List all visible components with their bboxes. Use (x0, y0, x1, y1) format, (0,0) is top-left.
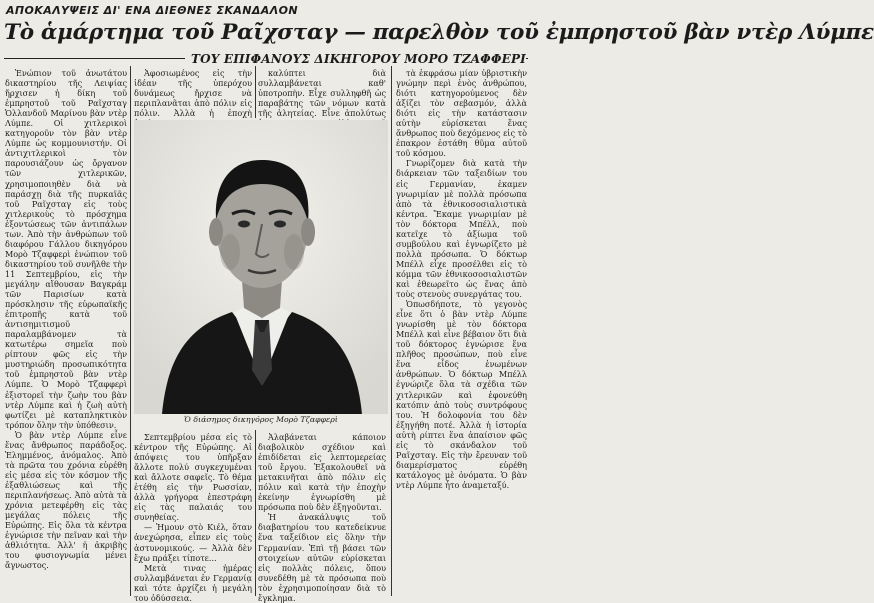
headline: Τὸ ἁμάρτημα τοῦ Ραῖχσταγ — παρελθὸν τοῦ ἐμπρηστοῦ βὰν ντὲρ Λύμπε (4, 20, 874, 45)
article-column-2-bottom (134, 432, 252, 603)
column-divider (391, 66, 392, 596)
photo-caption: Ὁ διάσημος δικηγόρος Μορὸ Τζαφφερὶ (184, 415, 338, 424)
column-divider (255, 430, 256, 596)
paragraph: Ὁ βὰν ντὲρ Λύμπε εἶνε ἕνας ἄνθρωπος παράδοξος. Ἐλημμένος, ἀνόμαλος. Ἀπὸ τὰ πρῶτα του χρόνια εὑρέθη εἰς μέσα εἰς τὸν κόσμον τῆς ἐξαθλιώσεως καὶ τῆς περιπλανήσεως. Ἀπὸ αὐτὰ τὰ χρόνια μετεφέρθη εἰς τὰς μεγάλας πόλεις τῆς Εὐρώπης. Εἰς ὅλα τὰ κέντρα ἐγνώρισε τὴν πεῖναν καὶ τὴν ἀθλιότητα. Ἀλλ' ἡ ἀκριβὴς του φυσιογνωμία μένει ἄγνωστος. (5, 429, 127, 571)
paragraph: Ἡ ἀνακάλυψις τοῦ διαβατηρίου του κατεδείκνυε ἕνα ταξείδιον εἰς ὅλην τὴν Γερμανίαν. Ἐπὶ τῇ βάσει τῶν στοιχείων αὐτῶν εὑρίσκεται εἰς πολλὰς πόλεις, ὅπου συνεδέθη μὲ τὰ πρόσωπα ποὺ τὸν ἐχρησιμοποίησαν διὰ τὸ ἔγκλημα. (258, 512, 386, 603)
article-column-2-top (134, 68, 252, 118)
column-divider (130, 66, 131, 596)
article-column-1 (5, 68, 127, 596)
article-column-4 (396, 68, 527, 596)
paragraph: Γνωρίζομεν διὰ κατὰ τὴν διάρκειαν τῶν ταξειδίων του εἰς Γερμανίαν, ἐκαμεν γνωριμίαν μὲ πολλὰ πρόσωπα ἀπὸ τὰ ἐθνικοσοσιαλιστικὰ κέντρα. Ἔκαμε γνωριμίαν μὲ τὸν δόκτορα Μπέλλ, ποὺ κατεῖχε τὸ ἀξίωμα τοῦ συμβούλου καὶ ἐγνωρίζετο μὲ πολλὰ πρόσωπα. Ὁ δόκτωρ Μπέλλ εἶχε προσέλθει εἰς τὸ κόμμα τῶν ἐθνικοσοσιαλιστῶν καὶ ἐθεωρεῖτο ὡς ἕνας ἀπὸ τοὺς στενοὺς συνεργάτας του. (396, 158, 527, 300)
paragraph: Ἀλαβάνεται κάποιον διαβολικὸν σχέδιον καὶ ἐπιδίδεται εἰς λεπτομερείας τοῦ ἔργου. Ἐξακολουθεῖ νὰ μετακινῆται ἀπὸ πόλιν εἰς πόλιν καὶ κατὰ τὴν ἐποχὴν ἐκείνην ἐγνωρίσθη μὲ πρόσωπα ποὺ δὲν ἐξηγοῦνται. (258, 432, 386, 513)
paragraph: Μετὰ τινας ἡμέρας συλλαμβάνεται ἐν Γερμανίᾳ καὶ τότε ἀρχίζει ἡ μεγάλη του ὁδύσσεια. (134, 562, 252, 603)
paragraph: καλύπτει διὰ συλλαμβάνεται καθ' ὑποτροπὴν. Εἶχε συλληφθῆ ὡς παραβάτης τῶν νόμων κατὰ τῆς ἀλητείας. Εἶνε ἀπολύτως (258, 68, 386, 119)
paragraph: Ἐνώπιον τοῦ ἀνωτάτου δικαστηρίου τῆς Λειψίας ἤρχισεν ἡ δίκη τοῦ ἐμπρηστοῦ τοῦ Ραῖχσταγ Ὁλλανδοῦ Μαρίνου βὰν ντὲρ Λύμπε. Οἱ χιτλερικοὶ κατηγοροῦν τὸν βὰν ντὲρ Λύμπε ὡς κομμουνιστήν. Οἱ ἀντιχιτλερικοὶ τὸν παρουσιάζουν ὡς ὄργανον τῶν χιτλερικῶν, χρησιμοποιηθὲν διὰ νὰ παράσχῃ διὰ τῆς πυρκαϊᾶς τοῦ Ραῖχσταγ εἰς τοὺς χιτλερικοὺς τὸ πρόσχημα ἐξοντώσεως τῶν ἀντιπάλων των. Ἀπὸ τὴν ἀνθρώπων τοῦ διαφόρου Γάλλου δικηγόρου Μορὸ Τζαφφερὶ ἐνώπιον τοῦ δικαστηρίου τοῦ συνῆλθε τὴν 11 Σεπτεμβρίου, εἰς τὴν μεγάλην αἴθουσαν Βαγκράμ τῶν Παρισίων κατὰ πρόσκλησιν τῆς εὐρωπαϊκῆς ἐπιτροπῆς κατὰ τοῦ ἀντισημιτισμοῦ παραλαμβάνομεν τὰ κατωτέρω σημεῖα ποὺ ρίπτουν φῶς εἰς τὴν μυστηριώδη προσωπικότητα τοῦ ἐμπρηστοῦ βὰν ντὲρ Λύμπε. Ὁ Μορὸ Τζαφφερὶ ἐξιστορεῖ τὴν ζωὴν του βὰν ντὲρ Λύμπε καὶ ἡ ζωὴ αὐτὴ φωτίζει μὲ καταπληκτικὸν τρόπον ὅλην τὴν ὑπόθεσιν. (5, 68, 127, 430)
column-divider (255, 66, 256, 118)
lawyer-portrait-image (134, 120, 388, 414)
paragraph: — Ἠμουν στὸ Κιέλ, ὅταν ἀνεχώρησα, εἶπεν εἰς τοὺς ἀστυνομικούς. — Ἀλλὰ δὲν ἔχω πράξει τίποτε... (134, 522, 252, 563)
paragraph: Ἀφοσιωμένος εἰς τὴν ἰδέαν τῆς ὑπερόχου δυνάμεως ἤρχισε νὰ περιπλανᾶται ἀπὸ πόλιν εἰς πόλιν. Ἀλλὰ ἡ ἐποχὴ (134, 68, 252, 119)
byline: ΤΟΥ ΕΠΙΦΑΝΟΥΣ ΔΙΚΗΓΟΡΟΥ ΜΟΡΟ ΤΖΑΦΦΕΡΙ (185, 52, 526, 66)
paragraph: τὰ ἐκφράσω μίαν ὑβριστικὴν γνώμην περὶ ἑνὸς ἀνθρώπου, διότι κατηγορούμενος δὲν ἀξίζει τὸν σεβασμόν, ἀλλὰ διότι εἰς τὴν κατάστασιν αὐτὴν εὑρίσκεται ἕνας ἄνθρωπος ποὺ δεχόμενος εἰς τὸ ἐπακρον ἐστάθη θῦμα αὐτοῦ τοῦ κόσμου. (396, 68, 527, 159)
paragraph: Ὁπωσδήποτε, τὸ γεγονὸς εἶνε ὅτι ὁ βὰν ντὲρ Λύμπε γνωρίσθη μὲ τὸν δόκτορα Μπέλλ καὶ εἶνε βέβαιον ὅτι διὰ τοῦ δόκτορος ἐγνώρισε ἕνα πλῆθος προσώπων, ποὺ εἶνε ἕνα εἶδος ἑνωμένων ἀνθρώπων. Ὁ δόκτωρ Μπέλλ ἐγνώριζε ὅλα τὰ σχέδια τῶν χιτλερικῶν καὶ ἐφονεύθη κατόπιν ἀπὸ τοὺς συντρόφους του. Ἡ δολοφονία του δὲν ἐξηγήθη ποτέ. Ἀλλὰ ἡ ἱστορία αὐτὴ ρίπτει ἕνα ἀπαίσιον φῶς εἰς τὸ σκάνδαλον τοῦ Ραῖχσταγ. Εἰς τὴν ἔρευναν τοῦ διαμερίσματος εὑρέθη κατάλογος μὲ ὀνόματα. Ὁ βὰν ντὲρ Λύμπε ἦτο ἀναμεταξύ. (396, 299, 527, 490)
portrait-photo (134, 120, 388, 414)
paragraph: Σεπτεμβρίου μέσα εἰς τὸ κέντρον τῆς Εὐρώπης. Αἱ ἀπόψεις του ὑπῆρξαν ἄλλοτε πολύ συγκεχυμέναι καὶ ἄλλοτε σαφεῖς. Τὸ θέμα ἐτέθη εἰς τὴν Ρωσσίαν, ἀλλὰ γρήγορα ἐπεστράφη εἰς τὰς παλαιάς του συνηθείας. (134, 432, 252, 523)
article-column-3-bottom (258, 432, 386, 603)
article-column-3-top (258, 68, 386, 118)
kicker-heading: ΑΠΟΚΑΛΥΨΕΙΣ ΔΙ' ΕΝΑ ΔΙΕΘΝΕΣ ΣΚΑΝΔΑΛΟΝ (6, 4, 298, 17)
